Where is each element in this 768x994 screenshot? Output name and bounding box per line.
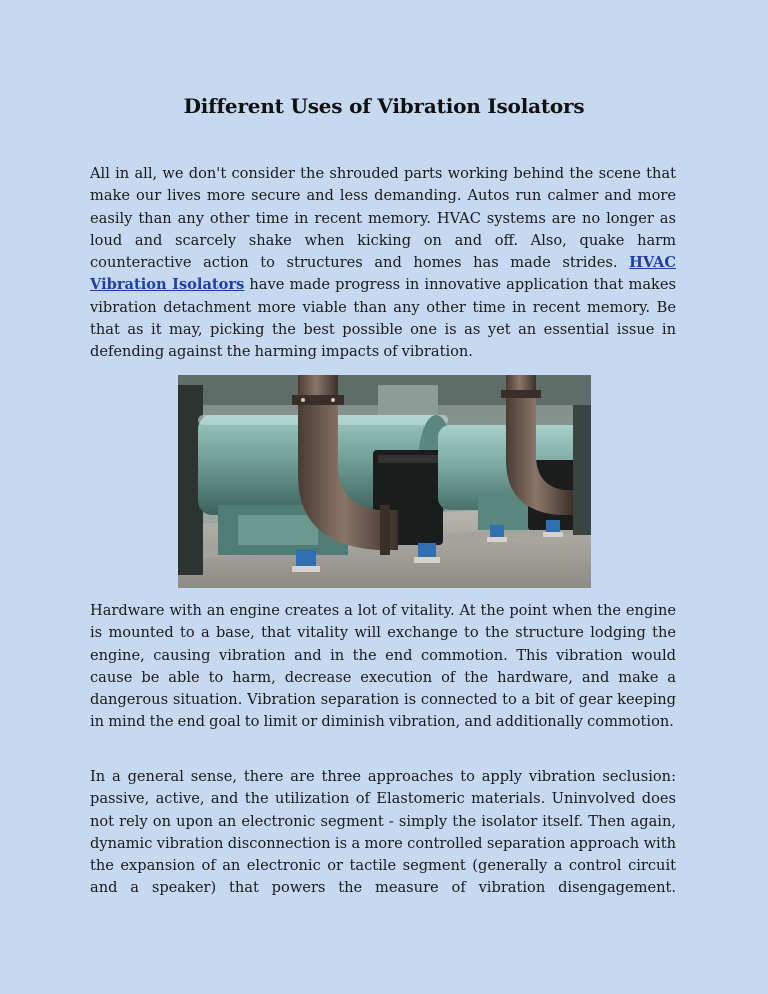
paragraph-hardware: Hardware with an engine creates a lot of vitality. At the point when the engine is mounted to a base, that vitality will exchange to the structure lodging the engine, causing vibration and in the end commotion. This vibration would cause be able to harm, decrease execution of the hardware, and make a dangerous situation. Vibration separation is connected to a bit of gear keeping in mind the end goal to limit or diminish vibration, and additionally commotion.	[90, 602, 676, 731]
hvac-vibration-isolators-link[interactable]: HVAC Vibration Isolators	[90, 254, 676, 294]
hvac-chillers-photo	[178, 375, 591, 588]
document-title: Different Uses of Vibration Isolators	[183, 94, 585, 118]
paragraph-intro-text-start: All in all, we don't consider the shrouded parts working behind the scene that make our lives more secure and less demanding. Autos run calmer and more easily than any other time in recent memory. HVAC systems are no longer as loud and scarcely shake when kicking on and off. Also, quake harm counteractive action to structures and homes has made strides.	[90, 165, 676, 272]
paragraph-approaches: In a general sense, there are three approaches to apply vibration seclusion: passive, active, and the utilization of Elastomeric materials. Uninvolved does not rely on upon an electronic segment - simply the isolator itself. Then again, dynamic vibration disconnection is a more controlled separation approach with the expansion of an electronic or tactile segment (generally a control circuit and a speaker) that powers the measure of vibration disengagement.	[90, 768, 676, 897]
paragraph-intro	[90, 163, 676, 364]
paragraph-intro-text-end: have made progress in innovative application that makes vibration detachment more viable than any other time in recent memory. Be that as it may, picking the best possible one is as yet an essential issue in defending against the harming impacts of vibration.	[90, 276, 676, 361]
